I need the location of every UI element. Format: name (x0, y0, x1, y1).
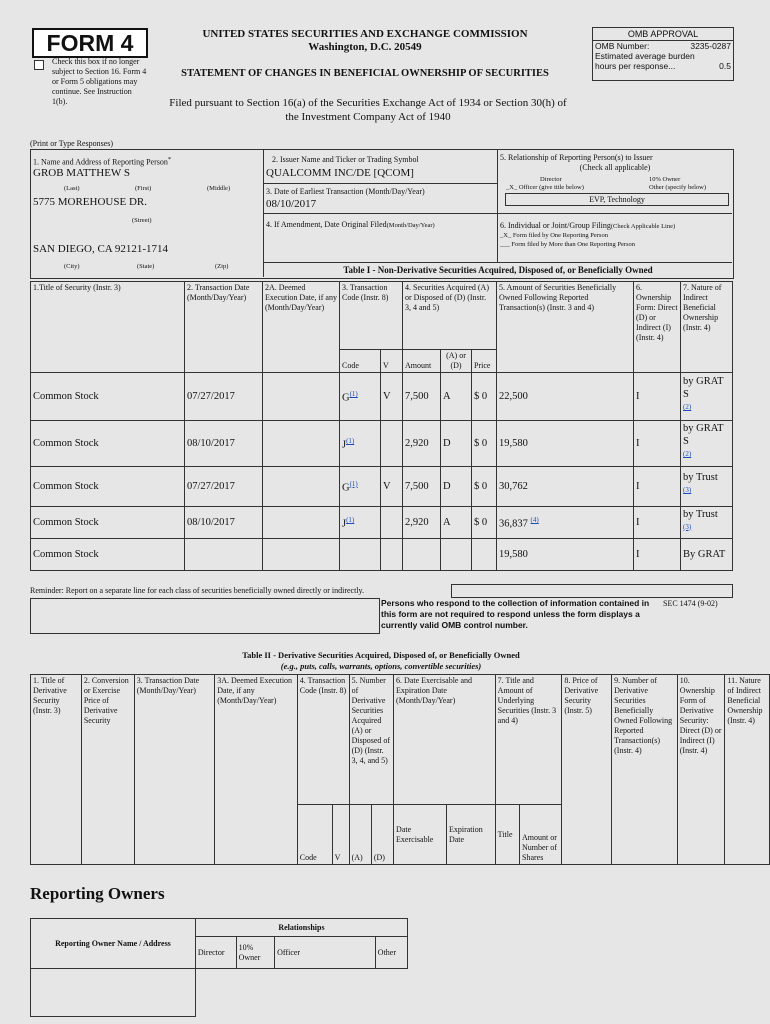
earliest-date-label: 3. Date of Earliest Transaction (Month/Day/Year) (266, 187, 425, 196)
table1-row (31, 466, 733, 506)
table2-title-block (30, 650, 732, 672)
ownership-form: I (636, 516, 640, 528)
amount: 2,920 (405, 437, 429, 449)
t1-form-cell (634, 421, 681, 467)
joint-filing-sub: (Check Applicable Line) (610, 223, 676, 230)
officer-title-box (505, 193, 729, 206)
t1-form-cell (634, 539, 681, 571)
omb-burden: Estimated average burden (595, 51, 695, 61)
ownership-form: I (636, 437, 640, 449)
t1-date-cell (185, 421, 263, 467)
table2-title: Table II - Derivative Securities Acquired, Disposed of, or Beneficially Owned (242, 650, 520, 660)
t1-nature-cell (681, 421, 733, 467)
t1-date-cell (185, 506, 263, 539)
table1-title: Table I - Non-Derivative Securities Acquired, Disposed of, or Beneficially Owned (343, 265, 653, 275)
t1-code-cell (340, 539, 381, 571)
amendment-sub: (Month/Day/Year) (386, 222, 435, 229)
nature-footnote[interactable]: (2) (683, 403, 692, 412)
t1-sub-aord: (A) or (D) (441, 350, 472, 373)
t1-h-ownership-form: 6. Ownership Form: Direct (D) or Indirect (I) (Instr. 4) (634, 282, 681, 373)
sec-code: SEC 1474 (9-02) (663, 599, 718, 608)
relationship-label: 5. Relationship of Reporting Person(s) to Issuer (500, 153, 653, 162)
price: $ 0 (474, 391, 488, 402)
owner-relationship-cell (195, 969, 407, 1017)
t1-title-cell (31, 506, 185, 539)
table2-subtitle: (e.g., puts, calls, warrants, options, convertible securities) (280, 661, 482, 671)
print-type-note: (Print or Type Responses) (30, 139, 114, 148)
t2-h-conversion: 2. Conversion or Exercise Price of Derivative Security (81, 675, 134, 865)
t1-sub-amount: Amount (403, 350, 441, 373)
amount: 7,500 (405, 480, 429, 492)
t1-nature-cell (681, 539, 733, 571)
t1-v-cell (381, 539, 403, 571)
owner-director-header: Director (195, 937, 236, 969)
security-title: Common Stock (33, 391, 99, 402)
amount-owned: 19,580 (499, 437, 528, 449)
t1-ad-cell (441, 421, 472, 467)
t1-owned-cell (497, 421, 634, 467)
t2-sub-title: Title (495, 805, 519, 865)
omb-approval-box (592, 27, 734, 81)
t2-h-underlying: 7. Title and Amount of Underlying Securities (Instr. 3 and 4) (495, 675, 562, 805)
other-option: Other (specify below) (649, 184, 707, 191)
t2-sub-exercisable: Date Exercisable (394, 805, 447, 865)
transaction-date: 08/10/2017 (187, 437, 235, 449)
agency-title (150, 28, 580, 54)
owner-ten-percent-header: 10% Owner (236, 937, 275, 969)
t2-h-ownership-form: 10. Ownership Form of Derivative Security: Direct (D) or Indirect (I) (Instr. 4) (677, 675, 725, 865)
ownership-form: I (636, 480, 640, 492)
filed-pursuant (148, 96, 588, 124)
relationship-sub: (Check all applicable) (579, 163, 651, 172)
agency-name: UNITED STATES SECURITIES AND EXCHANGE COMMISSION (202, 28, 528, 40)
transaction-code: G (342, 392, 350, 404)
nature-of-ownership: by Trust (683, 508, 718, 520)
t1-price-cell (472, 539, 497, 571)
transaction-code: G (342, 482, 350, 494)
no-longer-subject-checkbox[interactable] (34, 60, 44, 70)
security-title: Common Stock (33, 480, 99, 492)
amount: 2,920 (405, 516, 429, 528)
t1-date-cell (185, 539, 263, 571)
city-label: (City) (64, 263, 80, 270)
t1-code-cell (340, 506, 381, 539)
t2-sub-expiration: Expiration Date (446, 805, 495, 865)
nature-footnote[interactable]: (3) (683, 486, 692, 495)
acquired-disposed: D (443, 437, 451, 449)
t1-date-cell (185, 466, 263, 506)
t1-h-code: 3. Transaction Code (Instr. 8) (340, 282, 403, 350)
t1-amount-cell (403, 506, 441, 539)
t2-h-date: 3. Transaction Date (Month/Day/Year) (134, 675, 214, 865)
owner-name-cell (31, 969, 196, 1017)
nature-footnote[interactable]: (2) (683, 450, 692, 458)
t1-title-cell (31, 421, 185, 467)
t1-code-cell (340, 421, 381, 467)
t1-deemed-cell (263, 373, 340, 421)
t2-sub-d: (D) (371, 805, 393, 865)
omb-number: 3235-0287 (690, 41, 731, 51)
reporting-person-label: 1. Name and Address of Reporting Person* (33, 156, 172, 167)
acquired-disposed: D (443, 480, 451, 492)
t1-owned-cell (497, 539, 634, 571)
t1-h-amount-owned: 5. Amount of Securities Beneficially Owned Following Reported Transaction(s) (Instr. 3 and 4) (497, 282, 634, 373)
t1-ad-cell (441, 373, 472, 421)
t1-code-cell (340, 466, 381, 506)
t2-h-exercisable: 6. Date Exercisable and Expiration Date (Month/Day/Year) (394, 675, 496, 805)
t1-v-cell (381, 421, 403, 467)
statement-title: STATEMENT OF CHANGES IN BENEFICIAL OWNERSHIP OF SECURITIES (181, 68, 549, 79)
issuer-value: QUALCOMM INC/DE [QCOM] (266, 167, 414, 179)
t1-price-cell (472, 421, 497, 467)
t1-amount-cell (403, 373, 441, 421)
owner-other-header: Other (375, 937, 407, 969)
t1-ad-cell (441, 539, 472, 571)
reminder-text: Reminder: Report on a separate line for each class of securities beneficially owned directly or indirectly. (30, 586, 365, 595)
owner-name-header: Reporting Owner Name / Address (31, 919, 196, 969)
nature-of-ownership: by Trust (683, 472, 718, 484)
persons-notice: Persons who respond to the collection of information contained in this form are not required to respond unless the form displays a currently valid OMB control number. (381, 598, 650, 630)
middle-label: (Middle) (207, 185, 231, 192)
t1-deemed-cell (263, 466, 340, 506)
t1-owned-cell (497, 506, 634, 539)
nature-footnote[interactable]: (3) (683, 522, 692, 531)
relationships-header: Relationships (195, 919, 407, 937)
nature-of-ownership: by GRAT S (683, 376, 724, 401)
street-address: 5775 MOREHOUSE DR. (33, 196, 147, 208)
acquired-disposed: A (443, 516, 451, 528)
t1-form-cell (634, 466, 681, 506)
omb-hours-label: hours per response... (595, 61, 676, 71)
t1-price-cell (472, 466, 497, 506)
price: $ 0 (474, 437, 488, 449)
t2-sub-code: Code (297, 805, 332, 865)
table1 (30, 281, 733, 571)
amount: 7,500 (405, 391, 429, 402)
agency-location: Washington, D.C. 20549 (308, 41, 422, 53)
code-footnote[interactable]: (1) (346, 516, 355, 524)
t1-deemed-cell (263, 506, 340, 539)
joint-filing-line-2: ___ Form filed by More than One Reporting Person (500, 241, 636, 248)
t2-h-deemed: 3A. Deemed Execution Date, if any (Month/Day/Year) (215, 675, 298, 865)
t1-v-cell (381, 466, 403, 506)
form-title: FORM 4 (32, 28, 148, 58)
t1-sub-v: V (381, 350, 403, 373)
ownership-form: I (636, 391, 640, 402)
last-label: (Last) (64, 185, 80, 192)
t1-title-cell (31, 466, 185, 506)
t1-nature-cell (681, 506, 733, 539)
t1-h-deemed: 2A. Deemed Execution Date, if any (Month/Day/Year) (263, 282, 340, 373)
reminder-box (451, 584, 733, 598)
earliest-date-value: 08/10/2017 (266, 198, 317, 210)
amount-owned: 19,580 (499, 549, 528, 560)
t1-sub-code: Code (340, 350, 381, 373)
t2-sub-v: V (332, 805, 349, 865)
t2-sub-amount: Amount or Number of Shares (520, 805, 562, 865)
t1-code-cell (340, 373, 381, 421)
t2-sub-a: (A) (349, 805, 371, 865)
t1-ad-cell (441, 466, 472, 506)
t1-amount-cell (403, 539, 441, 571)
t2-h-code: 4. Transaction Code (Instr. 8) (297, 675, 349, 805)
t1-nature-cell (681, 466, 733, 506)
t1-date-cell (185, 373, 263, 421)
t1-h-title: 1.Title of Security (Instr. 3) (31, 282, 185, 373)
reporting-person-label-mark: * (167, 156, 172, 163)
filed-line-1: Filed pursuant to Section 16(a) of the Securities Exchange Act of 1934 or Section 30(h) of (169, 97, 567, 109)
t1-nature-cell (681, 373, 733, 421)
t1-form-cell (634, 506, 681, 539)
t1-form-cell (634, 373, 681, 421)
v-flag: V (383, 480, 391, 492)
table2 (30, 674, 770, 865)
transaction-date: 08/10/2017 (187, 516, 235, 528)
t1-sub-price: Price (472, 350, 497, 373)
amount-owned: 22,500 (499, 391, 528, 402)
reporting-owners-table (30, 918, 408, 1017)
omb-hours: 0.5 (719, 61, 731, 71)
zip-label: (Zip) (215, 263, 229, 270)
street-label: (Street) (132, 217, 152, 224)
t1-h-securities: 4. Securities Acquired (A) or Disposed of (D) (Instr. 3, 4 and 5) (403, 282, 497, 350)
t2-h-nature: 11. Nature of Indirect Beneficial Ownership (Instr. 4) (725, 675, 770, 865)
transaction-code: J (342, 439, 347, 451)
code-footnote[interactable]: (1) (349, 479, 358, 488)
transaction-code: J (342, 518, 347, 530)
city-address: SAN DIEGO, CA 92121-1714 (33, 243, 169, 255)
t1-ad-cell (441, 506, 472, 539)
t1-deemed-cell (263, 421, 340, 467)
v-flag: V (383, 391, 391, 402)
t1-title-cell (31, 539, 185, 571)
t1-amount-cell (403, 466, 441, 506)
amount-owned: 30,762 (499, 480, 528, 492)
price: $ 0 (474, 480, 488, 492)
t2-h-number: 5. Number of Derivative Securities Acquired (A) or Disposed of (D) (Instr. 3, 4, and 5) (349, 675, 393, 805)
t1-v-cell (381, 373, 403, 421)
code-footnote[interactable]: (1) (346, 437, 355, 445)
first-label: (First) (135, 185, 152, 192)
t1-v-cell (381, 506, 403, 539)
t2-h-price: 8. Price of Derivative Security (Instr. 5) (562, 675, 612, 865)
owner-officer-header: Officer (275, 937, 376, 969)
table1-row (31, 506, 733, 539)
nature-of-ownership: By GRAT (683, 549, 726, 560)
t1-owned-cell (497, 373, 634, 421)
joint-filing-label: 6. Individual or Joint/Group Filing(Check Applicable Line) (500, 221, 676, 230)
reporting-owners-heading: Reporting Owners (30, 884, 165, 903)
table1-row (31, 421, 733, 467)
t1-h-nature: 7. Nature of Indirect Beneficial Ownership (Instr. 4) (681, 282, 733, 373)
owned-footnote[interactable]: (4) (530, 516, 539, 524)
director-option: Director (540, 176, 562, 183)
amount-owned: 36,837 (499, 518, 528, 530)
officer-option: _X_ Officer (give title below) (506, 184, 584, 191)
omb-title: OMB APPROVAL (593, 28, 733, 41)
amendment-label: 4. If Amendment, Date Original Filed(Month/Day/Year) (266, 220, 435, 229)
joint-filing-line-1: _X_ Form filed by One Reporting Person (500, 232, 608, 239)
reporting-person-name: GROB MATTHEW S (33, 167, 130, 179)
filed-line-2: the Investment Company Act of 1940 (285, 111, 451, 123)
t2-h-number-owned: 9. Number of Derivative Securities Beneficially Owned Following Reported Transaction(s) (Instr. 4) (612, 675, 678, 865)
transaction-date: 07/27/2017 (187, 391, 235, 402)
nature-of-ownership: by GRAT S (683, 423, 724, 447)
persons-left-box (30, 598, 380, 634)
t1-price-cell (472, 373, 497, 421)
ownership-form: I (636, 549, 640, 560)
omb-number-label: OMB Number: (595, 41, 650, 51)
transaction-date: 07/27/2017 (187, 480, 235, 492)
state-label: (State) (137, 263, 155, 270)
t1-price-cell (472, 506, 497, 539)
t2-h-title: 1. Title of Derivative Security (Instr. 3) (31, 675, 82, 865)
table1-row (31, 539, 733, 571)
officer-title: EVP, Technology (589, 195, 645, 204)
checkbox-label: Check this box if no longer subject to Section 16. Form 4 or Form 5 obligations may continue. See Instruction 1(b). (52, 57, 147, 106)
acquired-disposed: A (443, 391, 451, 402)
table1-row (31, 373, 733, 421)
code-footnote[interactable]: (1) (349, 390, 358, 399)
security-title: Common Stock (33, 437, 99, 449)
price: $ 0 (474, 516, 488, 528)
ten-percent-owner-option: 10% Owner (649, 176, 681, 183)
security-title: Common Stock (33, 516, 99, 528)
t1-deemed-cell (263, 539, 340, 571)
t1-title-cell (31, 373, 185, 421)
t1-owned-cell (497, 466, 634, 506)
issuer-label: 2. Issuer Name and Ticker or Trading Symbol (272, 155, 419, 164)
t1-amount-cell (403, 421, 441, 467)
security-title: Common Stock (33, 549, 99, 560)
t1-h-date: 2. Transaction Date (Month/Day/Year) (185, 282, 263, 373)
